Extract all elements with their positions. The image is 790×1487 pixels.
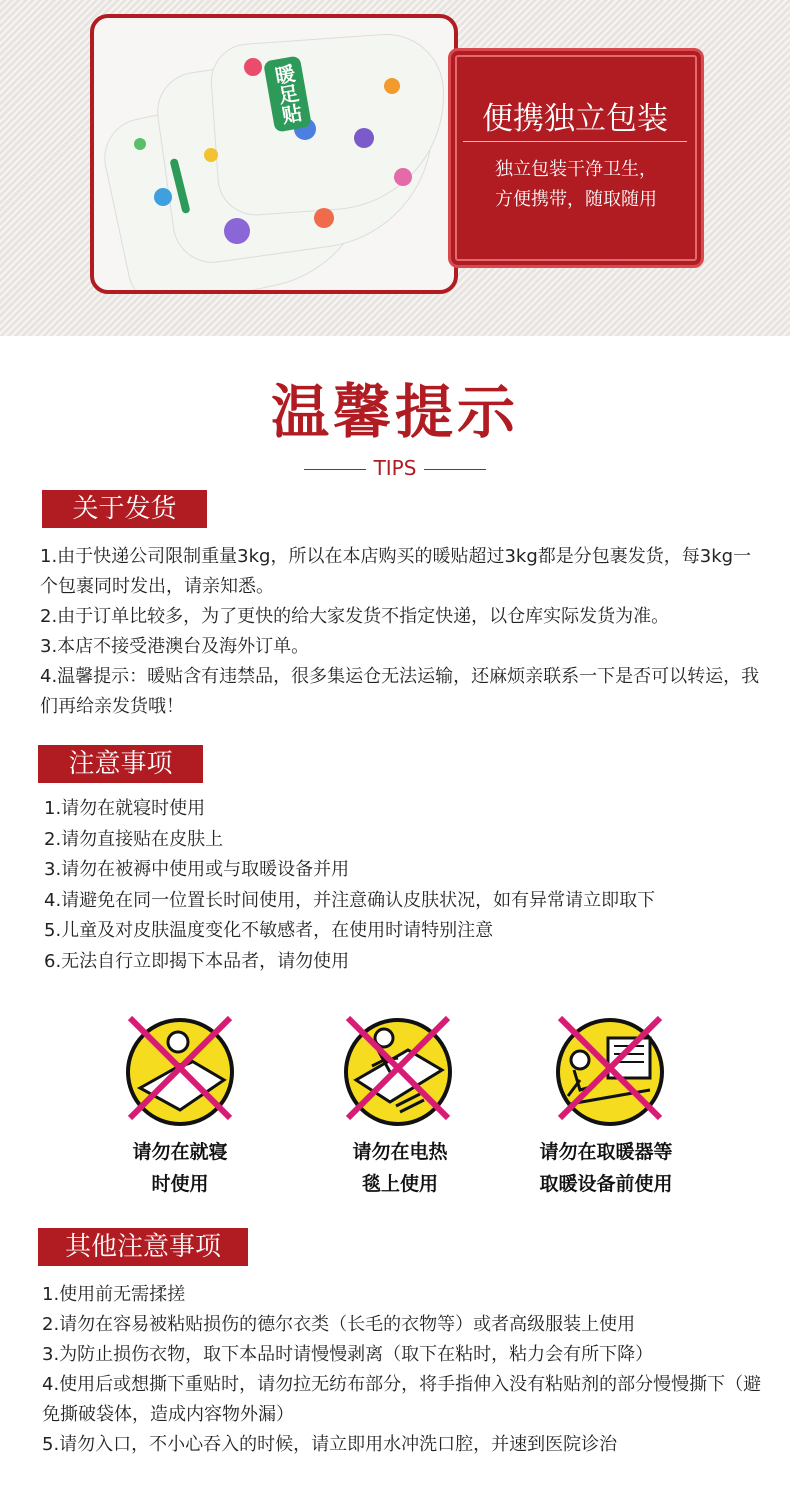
feature-description xyxy=(463,155,689,215)
feature-divider xyxy=(463,141,687,142)
tips-subtitle xyxy=(0,456,790,480)
list-item: 1.使用前无需揉搓 xyxy=(42,1284,186,1305)
no-heater-icon xyxy=(550,1010,670,1130)
list-item: 2.由于订单比较多，为了更快的给大家发货不指定快递，以仓库实际发货为准。 xyxy=(40,606,670,627)
section-label-shipping: 关于发货 xyxy=(42,490,207,528)
caption-line: 请勿在电热 xyxy=(352,1141,448,1163)
feature-title: 便携独立包装 xyxy=(482,101,668,137)
caption-line: 请勿在就寝 xyxy=(132,1141,228,1163)
list-item: 4.请避免在同一位置长时间使用，并注意确认皮肤状况，如有异常请立即取下 xyxy=(44,889,656,911)
other-list xyxy=(42,1280,762,1460)
section-label-other: 其他注意事项 xyxy=(38,1228,248,1266)
feature-desc-line: 方便携带，随取随用 xyxy=(495,189,657,210)
list-item: 3.本店不接受港澳台及海外订单。 xyxy=(40,636,310,657)
list-item: 2.请勿在容易被粘贴损伤的德尔衣类（长毛的衣物等）或者高级服装上使用 xyxy=(42,1314,636,1335)
tips-label: TIPS xyxy=(373,456,417,480)
section-label-notice: 注意事项 xyxy=(38,745,203,783)
warning-caption xyxy=(80,1136,280,1200)
list-item: 5.儿童及对皮肤温度变化不敏感者，在使用时请特别注意 xyxy=(44,920,494,941)
product-banner xyxy=(0,0,790,336)
list-item: 2.请勿直接贴在皮肤上 xyxy=(44,828,224,850)
divider xyxy=(304,469,366,470)
no-electric-blanket-icon xyxy=(338,1010,458,1130)
caption-line: 取暖设备前使用 xyxy=(539,1173,673,1195)
feature-desc-line: 独立包装干净卫生， xyxy=(495,159,657,180)
list-item: 4.温馨提示：暖贴含有违禁品，很多集运仓无法运输，还麻烦亲联系一下是否可以转运，我们再给亲发货哦！ xyxy=(40,666,760,717)
list-item: 1.请勿在就寝时使用 xyxy=(44,798,206,819)
no-sleeping-icon xyxy=(120,1010,240,1130)
page-title: 温馨提示 xyxy=(270,378,519,446)
warning-caption xyxy=(300,1136,500,1200)
list-item: 6.无法自行立即揭下本品者，请勿使用 xyxy=(44,950,350,972)
list-item: 5.请勿入口，不小心吞入的时候，请立即用水冲洗口腔，并速到医院诊治 xyxy=(42,1434,618,1455)
caption-line: 时使用 xyxy=(151,1173,209,1195)
product-photo xyxy=(90,14,458,294)
caption-line: 请勿在取暖器等 xyxy=(539,1141,673,1163)
divider xyxy=(424,469,486,470)
list-item: 3.请勿在被褥中使用或与取暖设备并用 xyxy=(44,859,350,880)
packet-label: 暖足贴 xyxy=(263,55,312,132)
list-item: 3.为防止损伤衣物，取下本品时请慢慢剥离（取下在粘时，粘力会有所下降） xyxy=(42,1344,654,1365)
feature-card xyxy=(448,48,704,268)
caption-line: 毯上使用 xyxy=(361,1173,438,1195)
list-item: 4.使用后或想撕下重贴时，请勿拉无纺布部分，将手指伸入没有粘贴剂的部分慢慢撕下（避免撕破袋体，造成内容物外漏） xyxy=(42,1374,762,1425)
shipping-list xyxy=(40,542,760,722)
warning-caption xyxy=(506,1136,706,1200)
list-item: 1.由于快递公司限制重量3kg，所以在本店购买的暖贴超过3kg都是分包裹发货，每3kg一个包裹同时发出，请亲知悉。 xyxy=(40,546,752,597)
notice-list xyxy=(44,794,764,977)
